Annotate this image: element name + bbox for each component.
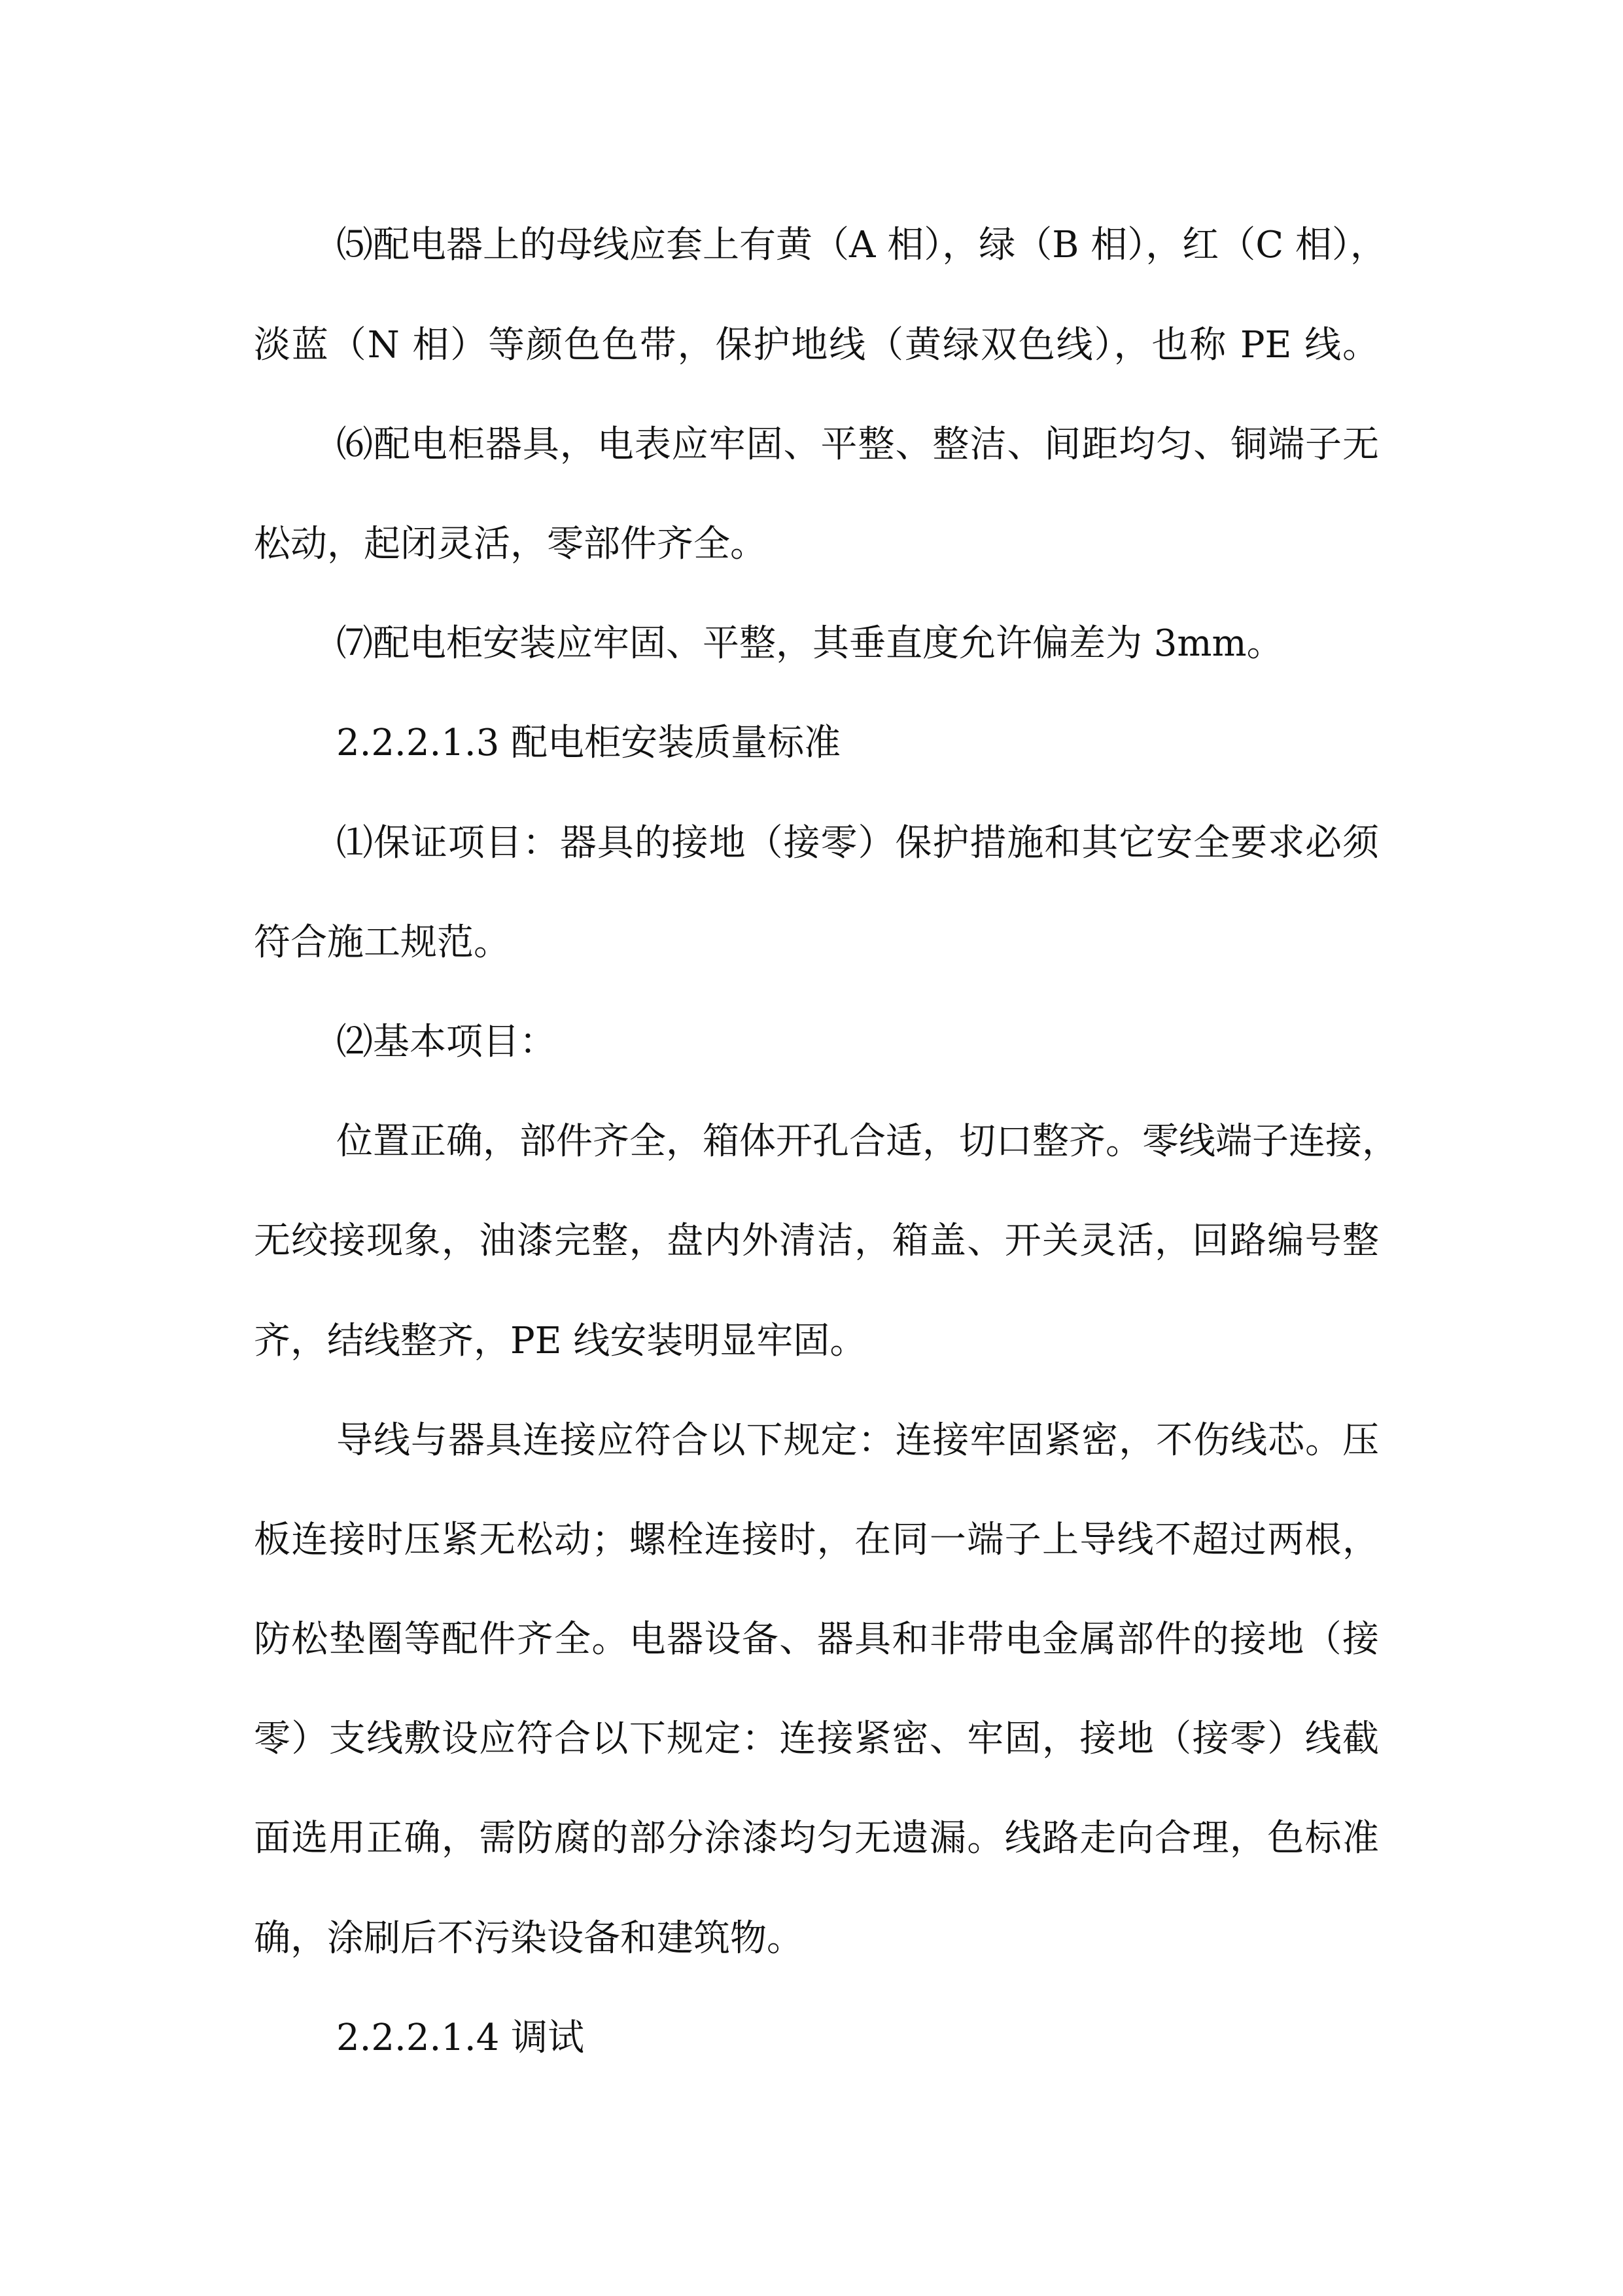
paragraph-line: 位置正确，部件齐全，箱体开孔合适，切口整齐。零线端子连接，: [336, 1120, 1399, 1163]
paragraph-line: 确，涂刷后不污染设备和建筑物。: [254, 1917, 803, 1960]
section-heading: 2.2.2.1.3 配电柜安装质量标准: [336, 722, 841, 764]
paragraph-line: 齐，结线整齐，PE 线安装明显牢固。: [254, 1320, 867, 1362]
paragraph-line: 淡蓝（N 相）等颜色色带，保护地线（黄绿双色线），也称 PE 线。: [254, 324, 1379, 366]
section-heading: 2.2.2.1.4 调试: [336, 2017, 585, 2059]
paragraph-line: 导线与器具连接应符合以下规定：连接牢固紧密，不伤线芯。压: [336, 1419, 1379, 1462]
paragraph-line: ⑵基本项目：: [336, 1021, 556, 1063]
paragraph-line: 符合施工规范。: [254, 921, 510, 964]
paragraph-line: 防松垫圈等配件齐全。电器设备、器具和非带电金属部件的接地（接: [254, 1618, 1379, 1661]
paragraph-line: ⑹配电柜器具，电表应牢固、平整、整洁、间距均匀、铜端子无: [336, 423, 1379, 466]
paragraph-line: ⑺配电柜安装应牢固、平整，其垂直度允许偏差为 3mm。: [336, 622, 1283, 665]
paragraph-line: 零）支线敷设应符合以下规定：连接紧密、牢固，接地（接零）线截: [254, 1718, 1379, 1760]
paragraph-line: ⑴保证项目：器具的接地（接零）保护措施和其它安全要求必须: [336, 822, 1379, 864]
paragraph-line: 松动，起闭灵活，零部件齐全。: [254, 523, 767, 565]
paragraph-line: 面选用正确，需防腐的部分涂漆均匀无遗漏。线路走向合理，色标准: [254, 1817, 1379, 1860]
paragraph-line: ⑸配电器上的母线应套上有黄（A 相），绿（B 相），红（C 相），: [336, 224, 1387, 266]
paragraph-line: 板连接时压紧无松动；螺栓连接时，在同一端子上导线不超过两根，: [254, 1519, 1379, 1561]
paragraph-line: 无绞接现象，油漆完整，盘内外清洁，箱盖、开关灵活，回路编号整: [254, 1220, 1379, 1262]
